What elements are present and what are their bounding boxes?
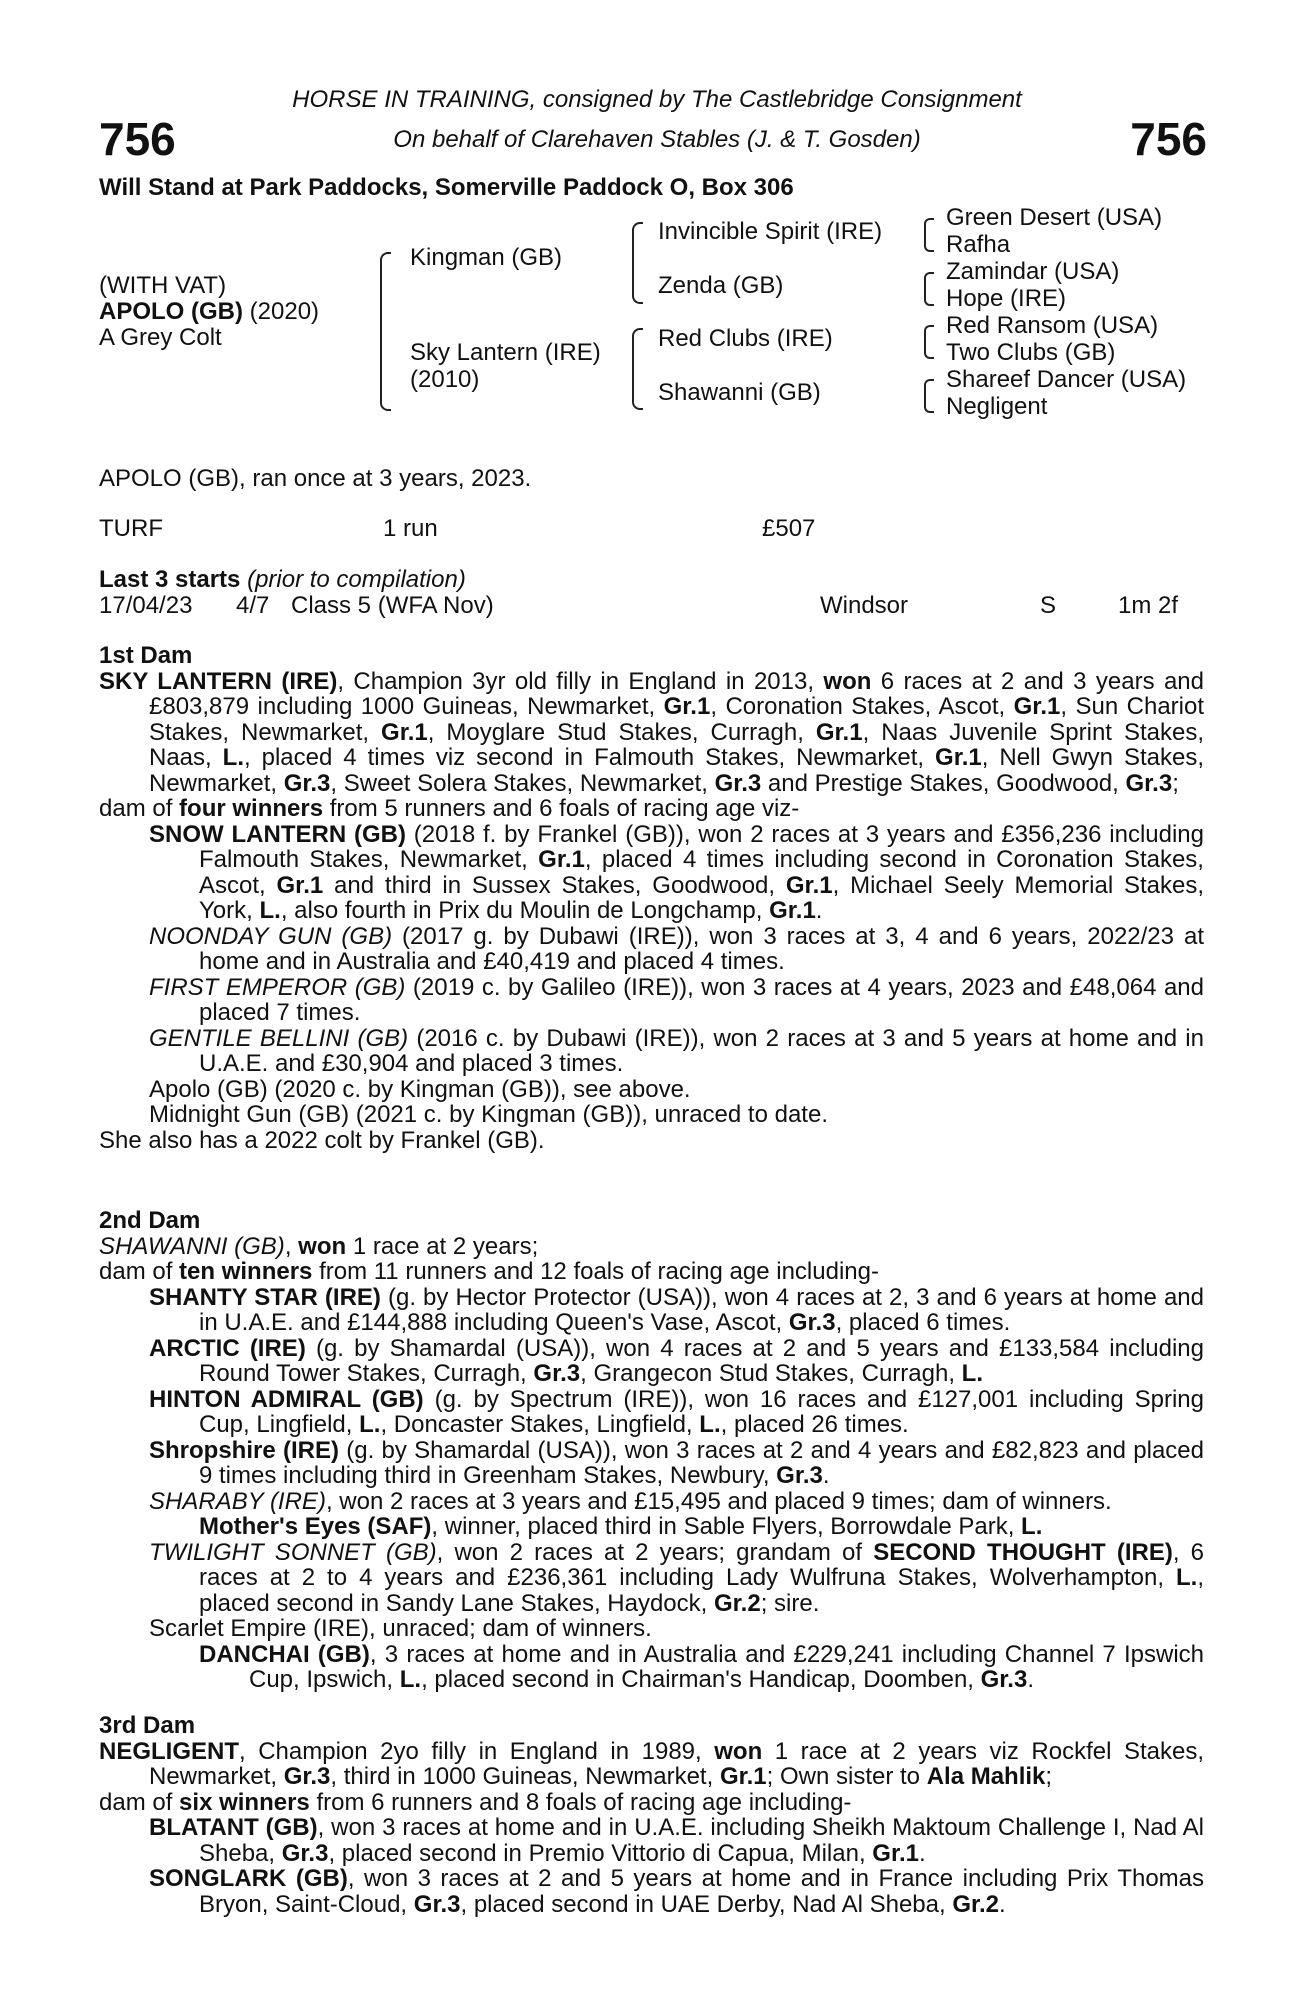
sire-sire-sire: Green Desert (USA) xyxy=(946,204,1163,231)
dam: Sky Lantern (IRE) xyxy=(410,339,601,366)
second-dam-produce-intro: dam of ten winners from 11 runners and 12 foals of racing age including- xyxy=(99,1258,879,1285)
horse-description: A Grey Colt xyxy=(99,324,222,351)
produce-arctic: ARCTIC (IRE) (g. by Shamardal (USA)), won 4 races at 2 and 5 years and £133,584 including Round Tower Stakes, Curragh, Gr.3, Grangecon Stud Stakes, Curragh, L. xyxy=(149,1334,1204,1387)
first-dam-record: SKY LANTERN (IRE), Champion 3yr old filly in England in 2013, won 6 races at 2 and 3 years and £803,879 including 1000 Guineas, Newmarket, Gr.1, Coronation Stakes, Ascot, Gr.1, Sun Chariot Stakes, Newmarket, Gr.1, Moyglare Stud Stakes, Curragh, Gr.1, Naas Juvenile Sprint Stakes, Naas, L., placed 4 times viz second in Falmouth Stakes, Newmarket, Gr.1, Nell Gwyn Stakes, Newmarket, Gr.3, Sweet Solera Stakes, Newmarket, Gr.3 and Prestige Stakes, Goodwood, Gr.3; xyxy=(99,667,1205,797)
produce-blatant: BLATANT (GB), won 3 races at home and in U.A.E. including Sheikh Maktoum Challenge I, Nad Al Sheba, Gr.3, placed second in Premio Vittorio di Capua, Milan, Gr.1. xyxy=(149,1814,1204,1867)
produce-danchai: DANCHAI (GB), 3 races at home and in Australia and £229,241 including Channel 7 Ipswich Cup, Ipswich, L., placed second in Chairman's Handicap, Doomben, Gr.3. xyxy=(199,1640,1204,1693)
produce-sharaby: SHARABY (IRE), won 2 races at 3 years and £15,495 and placed 9 times; dam of winners. xyxy=(149,1487,1112,1515)
pedigree-brace-ds xyxy=(924,325,934,359)
third-dam-heading: 3rd Dam xyxy=(99,1712,196,1739)
produce-noonday-gun: NOONDAY GUN (GB) (2017 g. by Dubawi (IRE)), won 3 races at 3, 4 and 6 years, 2022/23 at home and in Australia and £40,419 and placed 4 times. xyxy=(149,922,1204,975)
second-dam-section xyxy=(99,1208,1204,1693)
pedigree-brace-main xyxy=(380,252,391,411)
last-starts-heading: Last 3 starts xyxy=(99,566,241,593)
dam-sire-dam: Two Clubs (GB) xyxy=(946,339,1116,366)
third-dam-record: NEGLIGENT, Champion 2yo filly in England in 1989, won 1 race at 2 years viz Rockfel Stakes, Newmarket, Gr.3, third in 1000 Guineas, Newmarket, Gr.1; Own sister to Ala Mahlik; xyxy=(99,1737,1205,1790)
pedigree-brace-dam xyxy=(632,328,643,410)
sire-sire-dam: Rafha xyxy=(946,231,1011,258)
behalf-line: On behalf of Clarehaven Stables (J. & T. Gosden) xyxy=(393,126,921,153)
produce-hinton-admiral: HINTON ADMIRAL (GB) (g. by Spectrum (IRE)), won 16 races and £127,001 including Spring Cup, Lingfield, L., Doncaster Stakes, Lingfield, L., placed 26 times. xyxy=(149,1385,1205,1438)
horse-name: APOLO (GB) xyxy=(99,298,243,325)
last-starts-heading-line xyxy=(99,566,466,594)
produce-mothers-eyes: Mother's Eyes (SAF), winner, placed third in Sable Flyers, Borrowdale Park, L. xyxy=(199,1513,1043,1540)
produce-2022-colt: She also has a 2022 colt by Frankel (GB). xyxy=(99,1126,545,1154)
dam-sire-sire: Red Ransom (USA) xyxy=(946,312,1159,339)
start-going: S xyxy=(1040,592,1057,619)
pedigree-brace-dd xyxy=(924,379,934,413)
dam-year: (2010) xyxy=(410,366,480,393)
lot-number-right: 756 xyxy=(1130,113,1207,165)
runs: 1 run xyxy=(383,515,438,542)
start-course: Windsor xyxy=(820,592,909,619)
start-distance: 1m 2f xyxy=(1118,592,1179,619)
produce-shanty-star: SHANTY STAR (IRE) (g. by Hector Protector (USA)), won 4 races at 2, 3 and 6 years at home and in U.A.E. and £144,888 including Queen's Vase, Ascot, Gr.3, placed 6 times. xyxy=(149,1283,1205,1336)
first-dam-section xyxy=(99,643,1204,1153)
sire-sire: Invincible Spirit (IRE) xyxy=(658,218,883,245)
race-summary: APOLO (GB), ran once at 3 years, 2023. xyxy=(99,465,532,492)
lot-number-left: 756 xyxy=(99,113,176,165)
produce-songlark: SONGLARK (GB), won 3 races at 2 and 5 years at home and in France including Prix Thomas Bryon, Saint-Cloud, Gr.3, placed second in UAE Derby, Nad Al Sheba, Gr.2. xyxy=(149,1865,1205,1918)
produce-first-emperor: FIRST EMPEROR (GB) (2019 c. by Galileo (IRE)), won 3 races at 4 years, 2023 and £48,064 and placed 7 times. xyxy=(149,973,1205,1026)
produce-shropshire: Shropshire (IRE) (g. by Shamardal (USA)), won 3 races at 2 and 4 years and £82,823 and placed 9 times including third in Greenham Stakes, Newbury, Gr.3. xyxy=(149,1436,1204,1489)
start-date: 17/04/23 xyxy=(99,592,193,619)
surface: TURF xyxy=(99,515,163,542)
last-starts-note: (prior to compilation) xyxy=(247,566,466,593)
second-dam-record: SHAWANNI (GB), won 1 race at 2 years; xyxy=(99,1232,539,1260)
dam-sire: Red Clubs (IRE) xyxy=(658,325,833,352)
third-dam-section xyxy=(99,1713,1204,1917)
produce-twilight-sonnet: TWILIGHT SONNET (GB), won 2 races at 2 years; grandam of SECOND THOUGHT (IRE), 6 races at 2 to 4 years and £236,361 including Lady Wulfruna Stakes, Wolverhampton, L., placed second in Sandy Lane Stakes, Haydock, Gr.2; sire. xyxy=(149,1538,1205,1617)
horse-year: (2020) xyxy=(249,298,320,325)
produce-scarlet-empire: Scarlet Empire (IRE), unraced; dam of winners. xyxy=(149,1615,652,1642)
stand-location: Will Stand at Park Paddocks, Somerville Paddock O, Box 306 xyxy=(99,174,794,201)
pedigree-brace-ss xyxy=(924,218,934,252)
horse-name-line xyxy=(99,298,319,326)
produce-midnight-gun: Midnight Gun (GB) (2021 c. by Kingman (GB)), unraced to date. xyxy=(149,1101,828,1128)
start-position: 4/7 xyxy=(236,592,270,619)
produce-snow-lantern: SNOW LANTERN (GB) (2018 f. by Frankel (GB)), won 2 races at 3 years and £356,236 including Falmouth Stakes, Newmarket, Gr.1, placed 4 times including second in Coronation Stakes, Ascot, Gr.1 and third in Sussex Stakes, Goodwood, Gr.1, Michael Seely Memorial Stakes, York, L., also fourth in Prix du Moulin de Longchamp, Gr.1. xyxy=(149,820,1205,924)
start-class: Class 5 (WFA Nov) xyxy=(291,592,494,619)
dam-dam-sire: Shareef Dancer (USA) xyxy=(946,366,1187,393)
earnings: £507 xyxy=(762,515,816,542)
sire: Kingman (GB) xyxy=(410,244,563,271)
consignor-line: HORSE IN TRAINING, consigned by The Castlebridge Consignment xyxy=(292,86,1022,113)
sire-dam-dam: Hope (IRE) xyxy=(946,285,1067,312)
produce-apolo: Apolo (GB) (2020 c. by Kingman (GB)), see above. xyxy=(149,1075,691,1103)
first-dam-produce-intro: dam of four winners from 5 runners and 6 foals of racing age viz- xyxy=(99,795,800,822)
first-dam-heading: 1st Dam xyxy=(99,642,193,669)
second-dam-heading: 2nd Dam xyxy=(99,1207,201,1234)
dam-dam-dam: Negligent xyxy=(946,393,1048,420)
sire-dam-sire: Zamindar (USA) xyxy=(946,258,1120,285)
third-dam-produce-intro: dam of six winners from 6 runners and 8 foals of racing age including- xyxy=(99,1788,852,1816)
pedigree-brace-sd xyxy=(924,272,934,306)
sire-dam: Zenda (GB) xyxy=(658,272,784,299)
dam-dam: Shawanni (GB) xyxy=(658,379,821,406)
pedigree-brace-sire xyxy=(632,222,643,304)
vat-label: (WITH VAT) xyxy=(99,272,227,299)
produce-gentile-bellini: GENTILE BELLINI (GB) (2016 c. by Dubawi (IRE)), won 2 races at 3 and 5 years at home and in U.A.E. and £30,904 and placed 3 times. xyxy=(149,1024,1204,1077)
